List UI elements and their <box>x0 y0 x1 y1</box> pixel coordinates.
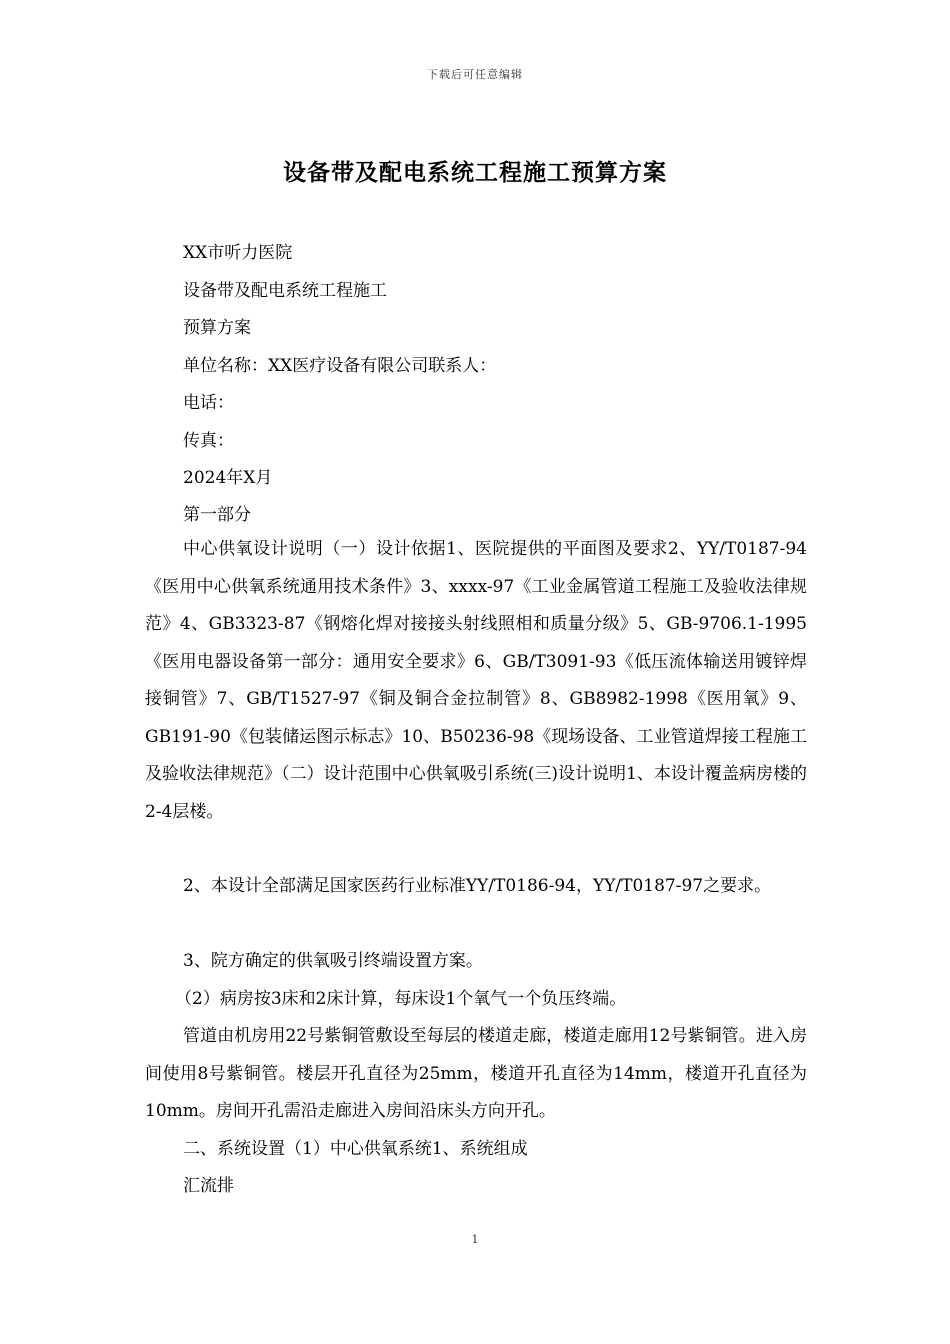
cover-line-date: 2024年X月 <box>183 468 273 488</box>
section-heading-part-one: 第一部分 <box>183 505 251 525</box>
paragraph-manifold: 汇流排 <box>183 1176 234 1196</box>
cover-line-company: 单位名称：XX医疗设备有限公司联系人： <box>183 356 497 376</box>
paragraph-system-setup: 二、系统设置（1）中心供氧系统1、系统组成 <box>183 1139 528 1159</box>
paragraph-terminal-plan: 3、院方确定的供氧吸引终端设置方案。 <box>183 951 483 971</box>
paragraph-ward-beds: （2）病房按3床和2床计算，每床设1个氧气一个负压终端。 <box>175 989 627 1009</box>
document-title: 设备带及配电系统工程施工预算方案 <box>283 160 667 186</box>
header-note: 下载后可任意编辑 <box>427 68 523 81</box>
paragraph-design-basis: 中心供氧设计说明（一）设计依据1、医院提供的平面图及要求2、YY/T0187-94《医用中心供氧系统通用技术条件》3、xxxx-97《工业金属管道工程施工及验收法律规范》4、GB3323-87《钢熔化焊对接接头射线照相和质量分级》5、GB-9706.1-1995《医用电器设备第一部分：通用安全要求》6、GB/T3091-93《低压流体输送用镀锌焊接铜管》7、GB/T1527-97《铜及铜合金拉制管》8、GB8982-1998《医用氧》9、GB191-90《包装储运图示标志》10、B50236-98《现场设备、工业管道焊接工程施工及验收法律规范》（二）设计范围中心供氧吸引系统(三)设计说明1、本设计覆盖病房楼的2-4层楼。 <box>145 539 807 822</box>
cover-line-project: 设备带及配电系统工程施工 <box>183 281 387 301</box>
paragraph-piping: 管道由机房用22号紫铜管敷设至每层的楼道走廊，楼道走廊用12号紫铜管。进入房间使用8号紫铜管。楼层开孔直径为25mm，楼道开孔直径为14mm，楼道开孔直径为10mm。房间开孔需沿走廊进入房间沿床头方向开孔。 <box>145 1026 807 1121</box>
cover-line-phone: 电话： <box>183 393 234 413</box>
cover-line-plan: 预算方案 <box>183 318 251 338</box>
paragraph-standards: 2、本设计全部满足国家医药行业标准YY/T0186-94，YY/T0187-97之要求。 <box>183 876 772 896</box>
page-number: 1 <box>471 1233 479 1246</box>
cover-line-hospital: XX市听力医院 <box>183 243 293 263</box>
cover-line-fax: 传真： <box>183 431 234 451</box>
